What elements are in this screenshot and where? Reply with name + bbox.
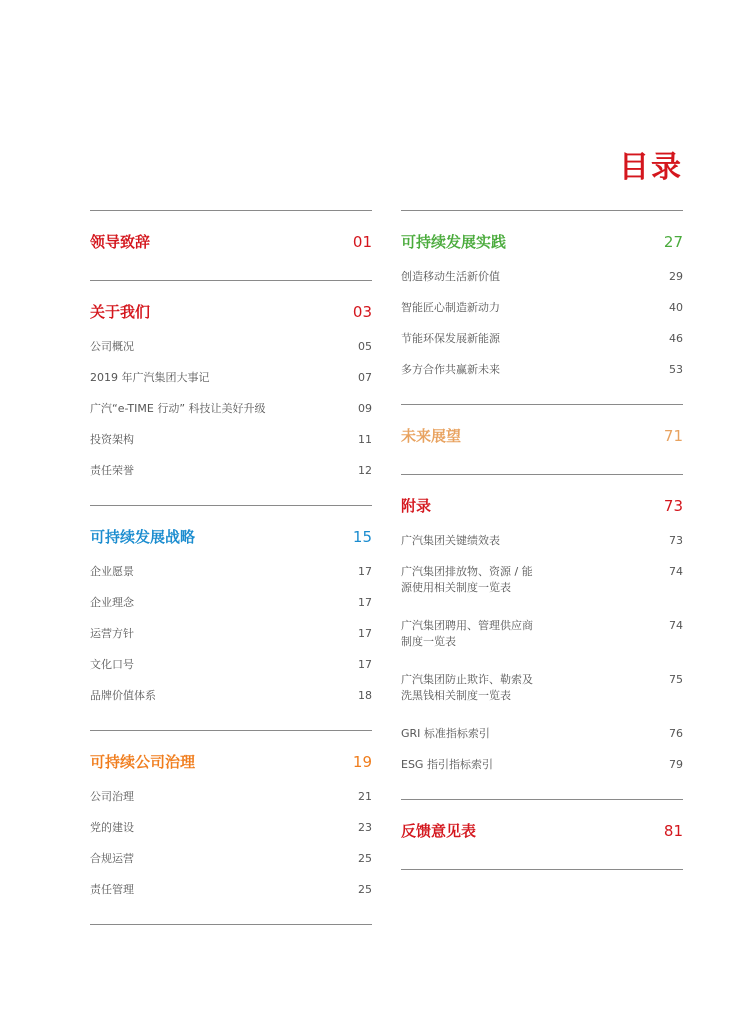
toc-item-label: 广汽集团关键绩效表	[401, 534, 500, 547]
toc-item-page: 75	[669, 673, 683, 686]
toc-item-label: 运营方针	[90, 627, 134, 640]
toc-item-page: 40	[669, 301, 683, 314]
toc-item[interactable]	[90, 393, 372, 424]
toc-item-label: 责任荣誉	[90, 464, 134, 477]
page-title: 目录	[619, 150, 683, 185]
toc-item[interactable]	[90, 587, 372, 618]
toc-item[interactable]	[90, 362, 372, 393]
toc-item-label: 智能匠心制造新动力	[401, 301, 500, 314]
toc-item-page: 46	[669, 332, 683, 345]
toc-item-page: 23	[358, 821, 372, 834]
toc-item-page: 73	[669, 534, 683, 547]
section-page: 03	[352, 303, 372, 321]
toc-item-page: 29	[669, 270, 683, 283]
toc-item-page: 17	[358, 658, 372, 671]
toc-item[interactable]	[90, 781, 372, 812]
section-title[interactable]: 可持续发展战略	[90, 528, 196, 546]
toc-item[interactable]	[401, 354, 683, 385]
section-header[interactable]	[90, 751, 372, 775]
section-title[interactable]: 可持续发展实践	[401, 233, 507, 251]
toc-item[interactable]	[90, 843, 372, 874]
section-page: 15	[352, 528, 372, 546]
section-header[interactable]	[90, 526, 372, 550]
toc-item-label: 广汽集团排放物、资源 / 能源使用相关制度一览表	[401, 565, 533, 594]
toc-section-leadership	[90, 210, 372, 280]
toc-item-label: 多方合作共赢新未来	[401, 363, 500, 376]
toc-item-label: 文化口号	[90, 658, 134, 671]
toc-item[interactable]	[90, 618, 372, 649]
toc-item-page: 17	[358, 627, 372, 640]
toc-item[interactable]	[90, 812, 372, 843]
section-title[interactable]: 未来展望	[401, 427, 462, 445]
section-title[interactable]: 反馈意见表	[401, 822, 477, 840]
toc-item-label: 节能环保发展新能源	[401, 332, 500, 345]
toc-item-page: 12	[358, 464, 372, 477]
toc-item[interactable]	[90, 556, 372, 587]
toc-item-page: 09	[358, 402, 372, 415]
toc-right-column	[401, 210, 683, 870]
toc-item-page: 11	[358, 433, 372, 446]
toc-item-label: 广汽“e-TIME 行动” 科技让美好升级	[90, 402, 266, 415]
toc-item-label: 创造移动生活新价值	[401, 270, 500, 283]
section-title[interactable]: 附录	[401, 497, 432, 515]
toc-left-column	[90, 210, 372, 925]
toc-item-label: 2019 年广汽集团大事记	[90, 371, 210, 384]
toc-item[interactable]	[401, 664, 683, 718]
toc-item-label: 企业理念	[90, 596, 134, 609]
toc-item[interactable]	[90, 455, 372, 486]
toc-item-page: 05	[358, 340, 372, 353]
toc-item[interactable]	[401, 292, 683, 323]
section-title[interactable]: 关于我们	[90, 303, 151, 321]
toc-item[interactable]	[90, 874, 372, 905]
toc-item-label: 公司概况	[90, 340, 134, 353]
toc-item-page: 07	[358, 371, 372, 384]
toc-item-page: 25	[358, 883, 372, 896]
toc-item-label: 品牌价值体系	[90, 689, 156, 702]
section-page: 27	[663, 233, 683, 251]
toc-section-outlook	[401, 404, 683, 474]
toc-item-label: 广汽集团防止欺诈、勒索及洗黑钱相关制度一览表	[401, 673, 533, 702]
toc-item[interactable]	[90, 424, 372, 455]
toc-section-appendix	[401, 474, 683, 799]
toc-item-label: 投资架构	[90, 433, 134, 446]
toc-item-label: ESG 指引指标索引	[401, 758, 493, 771]
toc-item-page: 21	[358, 790, 372, 803]
toc-item-page: 25	[358, 852, 372, 865]
toc-item[interactable]	[90, 680, 372, 711]
toc-item-label: 公司治理	[90, 790, 134, 803]
toc-item-page: 74	[669, 619, 683, 632]
toc-item-label: 广汽集团聘用、管理供应商制度一览表	[401, 619, 533, 648]
toc-item-label: GRI 标准指标索引	[401, 727, 490, 740]
toc-item-page: 74	[669, 565, 683, 578]
toc-item-label: 党的建设	[90, 821, 134, 834]
section-header[interactable]	[401, 820, 683, 844]
toc-item-page: 79	[669, 758, 683, 771]
toc-section-feedback	[401, 799, 683, 870]
toc-item[interactable]	[401, 525, 683, 556]
toc-item[interactable]	[401, 610, 683, 664]
toc-section-governance	[90, 730, 372, 925]
section-page: 19	[352, 753, 372, 771]
toc-item[interactable]	[401, 718, 683, 749]
toc-item[interactable]	[401, 323, 683, 354]
toc-item-page: 18	[358, 689, 372, 702]
toc-item-label: 企业愿景	[90, 565, 134, 578]
section-header[interactable]	[401, 495, 683, 519]
section-page: 81	[663, 822, 683, 840]
section-title[interactable]: 领导致辞	[90, 233, 151, 251]
toc-item-page: 17	[358, 596, 372, 609]
toc-item[interactable]	[401, 261, 683, 292]
toc-item-label: 责任管理	[90, 883, 134, 896]
toc-item[interactable]	[401, 749, 683, 780]
section-header[interactable]	[90, 231, 372, 255]
section-header[interactable]	[90, 301, 372, 325]
section-page: 01	[352, 233, 372, 251]
toc-section-practice	[401, 210, 683, 404]
section-header[interactable]	[401, 231, 683, 255]
section-header[interactable]	[401, 425, 683, 449]
toc-item-label: 合规运营	[90, 852, 134, 865]
toc-item[interactable]	[90, 331, 372, 362]
section-title[interactable]: 可持续公司治理	[90, 753, 196, 771]
section-page: 73	[663, 497, 683, 515]
toc-item-page: 53	[669, 363, 683, 376]
toc-item[interactable]	[401, 556, 683, 610]
toc-item[interactable]	[90, 649, 372, 680]
toc-item-page: 76	[669, 727, 683, 740]
toc-item-page: 17	[358, 565, 372, 578]
toc-section-strategy	[90, 505, 372, 730]
toc-section-about	[90, 280, 372, 505]
section-page: 71	[663, 427, 683, 445]
